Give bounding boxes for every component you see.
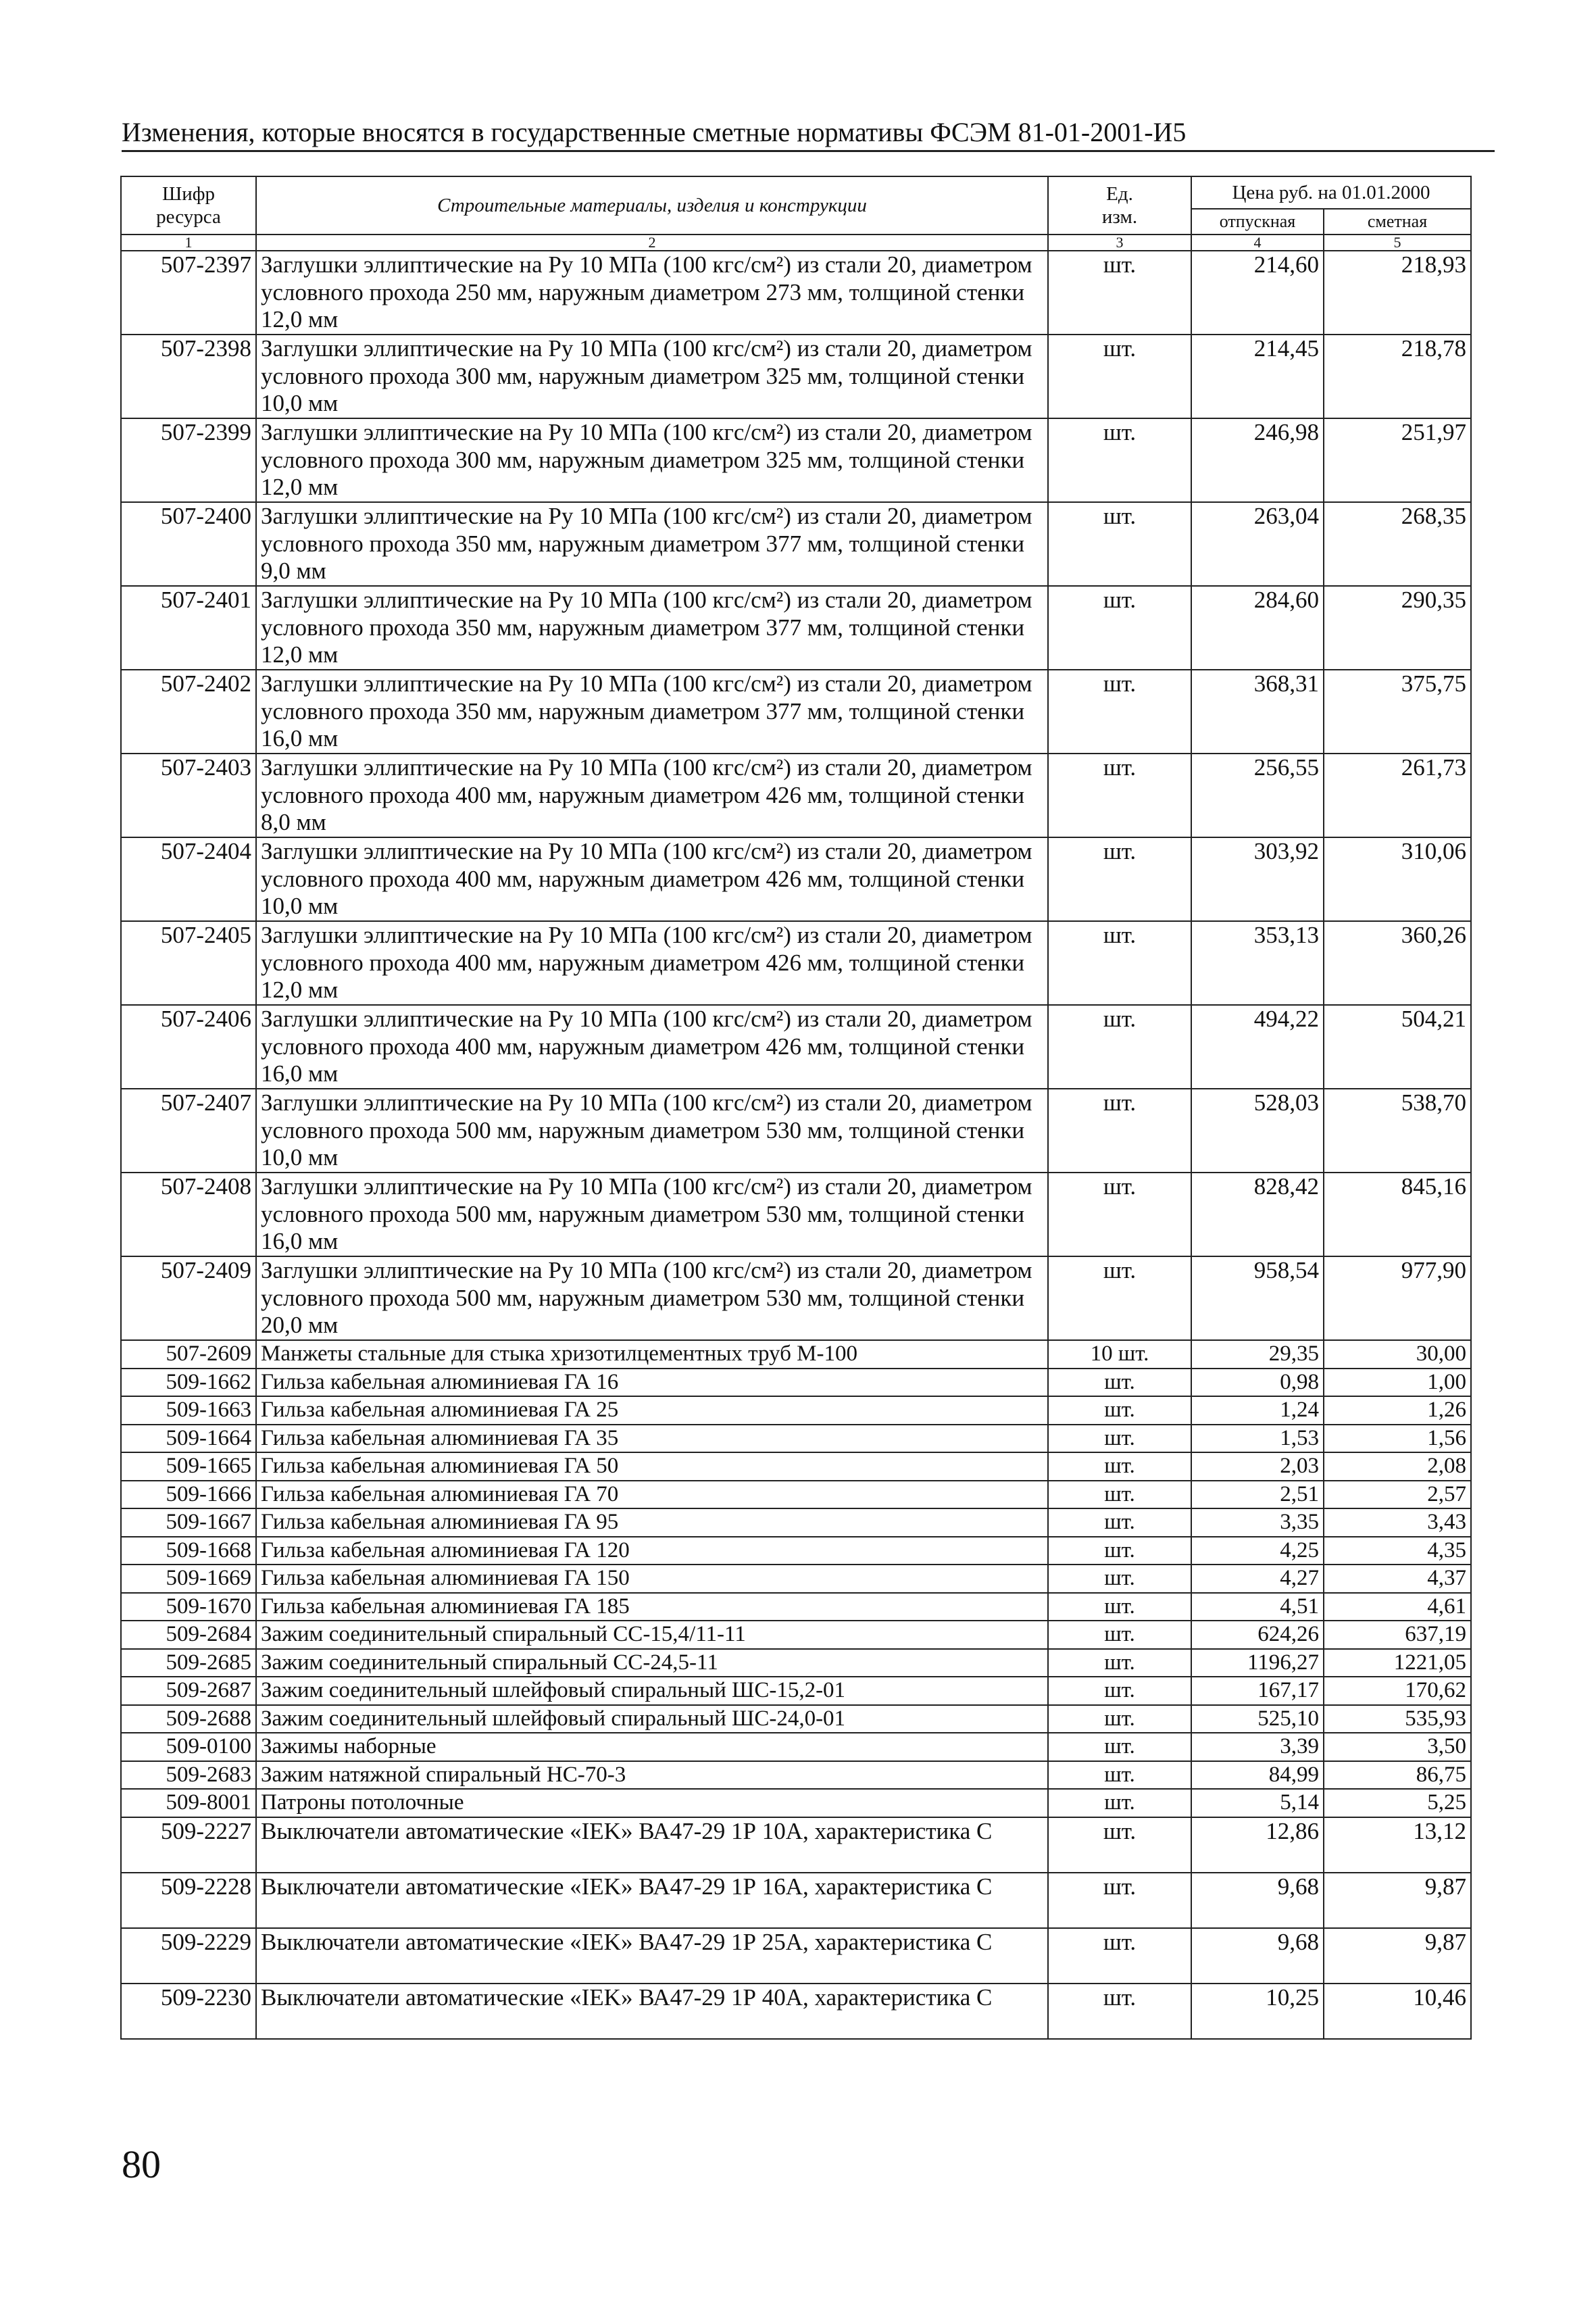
resource-code-cell: 507-2407 — [121, 1089, 256, 1173]
estimate-price-cell: 504,21 — [1324, 1005, 1471, 1089]
unit-cell: шт. — [1048, 754, 1191, 837]
material-name-cell: Заглушки эллиптические на Ру 10 МПа (100 кгс/см²) из стали 20, диаметром условного прохода 350 мм, наружным диаметром 377 мм, толщиной стенки 9,0 мм — [256, 502, 1048, 586]
release-price-cell: 284,60 — [1191, 586, 1324, 670]
resource-code-cell: 509-2685 — [121, 1649, 256, 1677]
resource-code-cell: 509-2230 — [121, 1984, 256, 2039]
unit-cell: шт. — [1048, 1005, 1191, 1089]
table-row — [121, 1005, 1471, 1089]
resource-code-cell: 507-2409 — [121, 1256, 256, 1340]
estimate-price-cell: 637,19 — [1324, 1621, 1471, 1649]
estimate-price-cell: 535,93 — [1324, 1705, 1471, 1733]
material-name-cell: Гильза кабельная алюминиевая ГА 50 — [256, 1452, 1048, 1481]
unit-cell: шт. — [1048, 1984, 1191, 2039]
column-number: 3 — [1048, 235, 1191, 251]
material-name-cell: Выключатели автоматические «IEK» ВА47-29 1Р 40А, характеристика С — [256, 1984, 1048, 2039]
table-row — [121, 921, 1471, 1005]
estimate-price-cell: 3,43 — [1324, 1508, 1471, 1537]
resource-code-cell: 507-2401 — [121, 586, 256, 670]
estimate-price-cell: 9,87 — [1324, 1928, 1471, 1984]
release-price-cell: 29,35 — [1191, 1340, 1324, 1369]
estimate-price-cell: 2,57 — [1324, 1481, 1471, 1509]
table-row — [121, 1508, 1471, 1537]
unit-cell: шт. — [1048, 837, 1191, 921]
unit-cell: шт. — [1048, 1649, 1191, 1677]
resource-code-cell: 509-0100 — [121, 1733, 256, 1761]
release-price-cell: 0,98 — [1191, 1369, 1324, 1397]
resource-code-cell: 509-1669 — [121, 1565, 256, 1593]
release-price-cell: 368,31 — [1191, 670, 1324, 754]
estimate-price-cell: 1,00 — [1324, 1369, 1471, 1397]
table-row — [121, 1256, 1471, 1340]
unit-cell: шт. — [1048, 1789, 1191, 1817]
material-name-cell: Выключатели автоматические «IEK» ВА47-29 1Р 10А, характеристика С — [256, 1817, 1048, 1873]
release-price-cell: 214,60 — [1191, 251, 1324, 335]
release-price-cell: 246,98 — [1191, 418, 1324, 502]
resource-code-cell: 509-2684 — [121, 1621, 256, 1649]
material-name-cell: Гильза кабельная алюминиевая ГА 70 — [256, 1481, 1048, 1509]
release-price-cell: 4,51 — [1191, 1593, 1324, 1621]
resource-code-cell: 509-1664 — [121, 1425, 256, 1453]
release-price-cell: 214,45 — [1191, 335, 1324, 418]
material-name-cell: Выключатели автоматические «IEK» ВА47-29 1Р 25А, характеристика С — [256, 1928, 1048, 1984]
header-price-estimate: сметная — [1324, 209, 1471, 235]
unit-cell: шт. — [1048, 335, 1191, 418]
header-rule — [122, 150, 1495, 152]
estimate-price-cell: 375,75 — [1324, 670, 1471, 754]
material-name-cell: Патроны потолочные — [256, 1789, 1048, 1817]
release-price-cell: 167,17 — [1191, 1677, 1324, 1705]
column-number: 4 — [1191, 235, 1324, 251]
release-price-cell: 528,03 — [1191, 1089, 1324, 1173]
table-row — [121, 1425, 1471, 1453]
unit-cell: шт. — [1048, 1928, 1191, 1984]
resource-code-cell: 507-2408 — [121, 1173, 256, 1256]
unit-cell: шт. — [1048, 1508, 1191, 1537]
material-name-cell: Гильза кабельная алюминиевая ГА 16 — [256, 1369, 1048, 1397]
page-header-title: Изменения, которые вносятся в государственные сметные нормативы ФСЭМ 81-01-2001-И5 — [122, 117, 1187, 147]
unit-cell: шт. — [1048, 1817, 1191, 1873]
release-price-cell: 2,51 — [1191, 1481, 1324, 1509]
material-name-cell: Гильза кабельная алюминиевая ГА 120 — [256, 1537, 1048, 1565]
release-price-cell: 84,99 — [1191, 1761, 1324, 1790]
material-name-cell: Заглушки эллиптические на Ру 10 МПа (100 кгс/см²) из стали 20, диаметром условного прохода 500 мм, наружным диаметром 530 мм, толщиной стенки 10,0 мм — [256, 1089, 1048, 1173]
material-name-cell: Зажим соединительный шлейфовый спиральный ШС-15,2-01 — [256, 1677, 1048, 1705]
estimate-price-cell: 290,35 — [1324, 586, 1471, 670]
material-name-cell: Гильза кабельная алюминиевая ГА 25 — [256, 1396, 1048, 1425]
unit-cell: шт. — [1048, 1593, 1191, 1621]
material-name-cell: Заглушки эллиптические на Ру 10 МПа (100 кгс/см²) из стали 20, диаметром условного прохода 400 мм, наружным диаметром 426 мм, толщиной стенки 12,0 мм — [256, 921, 1048, 1005]
estimate-price-cell: 261,73 — [1324, 754, 1471, 837]
material-name-cell: Заглушки эллиптические на Ру 10 МПа (100 кгс/см²) из стали 20, диаметром условного прохода 500 мм, наружным диаметром 530 мм, толщиной стенки 20,0 мм — [256, 1256, 1048, 1340]
unit-cell: шт. — [1048, 1396, 1191, 1425]
resource-code-cell: 509-2688 — [121, 1705, 256, 1733]
resource-code-cell: 507-2404 — [121, 837, 256, 921]
release-price-cell: 1,24 — [1191, 1396, 1324, 1425]
table-row — [121, 418, 1471, 502]
page-number: 80 — [122, 2142, 161, 2186]
header-unit-line2: изм. — [1101, 206, 1138, 228]
unit-cell: шт. — [1048, 670, 1191, 754]
estimate-price-cell: 2,08 — [1324, 1452, 1471, 1481]
unit-cell: шт. — [1048, 1089, 1191, 1173]
estimate-price-cell: 310,06 — [1324, 837, 1471, 921]
release-price-cell: 4,25 — [1191, 1537, 1324, 1565]
material-name-cell: Заглушки эллиптические на Ру 10 МПа (100 кгс/см²) из стали 20, диаметром условного прохода 250 мм, наружным диаметром 273 мм, толщиной стенки 12,0 мм — [256, 251, 1048, 335]
estimate-price-cell: 218,78 — [1324, 335, 1471, 418]
material-name-cell: Заглушки эллиптические на Ру 10 МПа (100 кгс/см²) из стали 20, диаметром условного прохода 350 мм, наружным диаметром 377 мм, толщиной стенки 16,0 мм — [256, 670, 1048, 754]
resource-code-cell: 507-2405 — [121, 921, 256, 1005]
resource-code-cell: 509-2687 — [121, 1677, 256, 1705]
estimate-price-cell: 538,70 — [1324, 1089, 1471, 1173]
material-name-cell: Гильза кабельная алюминиевая ГА 95 — [256, 1508, 1048, 1537]
resource-code-cell: 509-1667 — [121, 1508, 256, 1537]
header-code-line2: ресурса — [156, 206, 221, 228]
unit-cell: шт. — [1048, 1425, 1191, 1453]
table-row — [121, 1761, 1471, 1790]
estimate-price-cell: 1,56 — [1324, 1425, 1471, 1453]
unit-cell: шт. — [1048, 1256, 1191, 1340]
material-name-cell: Зажим натяжной спиральный НС-70-3 — [256, 1761, 1048, 1790]
header-price-release: отпускная — [1191, 209, 1324, 235]
unit-cell: шт. — [1048, 1761, 1191, 1790]
table-row — [121, 1649, 1471, 1677]
release-price-cell: 256,55 — [1191, 754, 1324, 837]
estimate-price-cell: 10,46 — [1324, 1984, 1471, 2039]
material-name-cell: Заглушки эллиптические на Ру 10 МПа (100 кгс/см²) из стали 20, диаметром условного прохода 400 мм, наружным диаметром 426 мм, толщиной стенки 16,0 мм — [256, 1005, 1048, 1089]
resource-code-cell: 507-2609 — [121, 1340, 256, 1369]
resource-code-cell: 509-1668 — [121, 1537, 256, 1565]
release-price-cell: 958,54 — [1191, 1256, 1324, 1340]
estimate-price-cell: 1221,05 — [1324, 1649, 1471, 1677]
estimate-price-cell: 3,50 — [1324, 1733, 1471, 1761]
table-row — [121, 251, 1471, 335]
release-price-cell: 525,10 — [1191, 1705, 1324, 1733]
material-name-cell: Заглушки эллиптические на Ру 10 МПа (100 кгс/см²) из стали 20, диаметром условного прохода 500 мм, наружным диаметром 530 мм, толщиной стенки 16,0 мм — [256, 1173, 1048, 1256]
release-price-cell: 828,42 — [1191, 1173, 1324, 1256]
estimate-price-cell: 360,26 — [1324, 921, 1471, 1005]
resource-code-cell: 509-1662 — [121, 1369, 256, 1397]
unit-cell: шт. — [1048, 921, 1191, 1005]
resource-code-cell: 507-2398 — [121, 335, 256, 418]
estimate-price-cell: 4,37 — [1324, 1565, 1471, 1593]
header-unit — [1048, 176, 1191, 235]
estimate-price-cell: 170,62 — [1324, 1677, 1471, 1705]
release-price-cell: 2,03 — [1191, 1452, 1324, 1481]
release-price-cell: 10,25 — [1191, 1984, 1324, 2039]
unit-cell: шт. — [1048, 1705, 1191, 1733]
unit-cell: шт. — [1048, 418, 1191, 502]
table-row — [121, 1593, 1471, 1621]
release-price-cell: 353,13 — [1191, 921, 1324, 1005]
table-row — [121, 1537, 1471, 1565]
table-row — [121, 754, 1471, 837]
estimate-price-cell: 268,35 — [1324, 502, 1471, 586]
table-row — [121, 1928, 1471, 1984]
release-price-cell: 5,14 — [1191, 1789, 1324, 1817]
table-row — [121, 1089, 1471, 1173]
header-price-group: Цена руб. на 01.01.2000 — [1191, 176, 1471, 209]
release-price-cell: 9,68 — [1191, 1928, 1324, 1984]
release-price-cell: 1,53 — [1191, 1425, 1324, 1453]
estimate-price-cell: 218,93 — [1324, 251, 1471, 335]
table-row — [121, 1789, 1471, 1817]
resource-code-cell: 509-2228 — [121, 1873, 256, 1928]
table-row — [121, 1396, 1471, 1425]
material-name-cell: Гильза кабельная алюминиевая ГА 150 — [256, 1565, 1048, 1593]
estimate-price-cell: 4,61 — [1324, 1593, 1471, 1621]
unit-cell: шт. — [1048, 1621, 1191, 1649]
unit-cell: шт. — [1048, 502, 1191, 586]
column-number: 2 — [256, 235, 1048, 251]
resource-code-cell: 509-1663 — [121, 1396, 256, 1425]
unit-cell: шт. — [1048, 251, 1191, 335]
table-row — [121, 502, 1471, 586]
material-name-cell: Зажимы наборные — [256, 1733, 1048, 1761]
table-row — [121, 335, 1471, 418]
material-name-cell: Гильза кабельная алюминиевая ГА 185 — [256, 1593, 1048, 1621]
unit-cell: шт. — [1048, 1481, 1191, 1509]
unit-cell: 10 шт. — [1048, 1340, 1191, 1369]
material-name-cell: Заглушки эллиптические на Ру 10 МПа (100 кгс/см²) из стали 20, диаметром условного прохода 400 мм, наружным диаметром 426 мм, толщиной стенки 10,0 мм — [256, 837, 1048, 921]
material-name-cell: Выключатели автоматические «IEK» ВА47-29 1Р 16А, характеристика С — [256, 1873, 1048, 1928]
unit-cell: шт. — [1048, 1537, 1191, 1565]
table-row — [121, 1452, 1471, 1481]
unit-cell: шт. — [1048, 1873, 1191, 1928]
material-name-cell: Заглушки эллиптические на Ру 10 МПа (100 кгс/см²) из стали 20, диаметром условного прохода 350 мм, наружным диаметром 377 мм, толщиной стенки 12,0 мм — [256, 586, 1048, 670]
table-row — [121, 1817, 1471, 1873]
table-body — [121, 251, 1471, 2039]
release-price-cell: 303,92 — [1191, 837, 1324, 921]
header-code — [121, 176, 256, 235]
material-name-cell: Зажим соединительный спиральный СС-24,5-11 — [256, 1649, 1048, 1677]
estimate-price-cell: 30,00 — [1324, 1340, 1471, 1369]
resource-code-cell: 509-2683 — [121, 1761, 256, 1790]
table-row — [121, 1733, 1471, 1761]
resource-code-cell: 507-2399 — [121, 418, 256, 502]
table-row — [121, 1340, 1471, 1369]
estimate-price-cell: 4,35 — [1324, 1537, 1471, 1565]
resource-code-cell: 509-1665 — [121, 1452, 256, 1481]
material-name-cell: Манжеты стальные для стыка хризотилцементных труб М-100 — [256, 1340, 1048, 1369]
estimate-price-cell: 86,75 — [1324, 1761, 1471, 1790]
resource-code-cell: 507-2403 — [121, 754, 256, 837]
table-row — [121, 1173, 1471, 1256]
estimate-price-cell: 977,90 — [1324, 1256, 1471, 1340]
table-row — [121, 1565, 1471, 1593]
resource-code-cell: 509-1670 — [121, 1593, 256, 1621]
column-number: 5 — [1324, 235, 1471, 251]
materials-price-table — [120, 176, 1472, 2040]
estimate-price-cell: 9,87 — [1324, 1873, 1471, 1928]
release-price-cell: 4,27 — [1191, 1565, 1324, 1593]
header-unit-line1: Ед. — [1106, 183, 1133, 205]
resource-code-cell: 507-2402 — [121, 670, 256, 754]
release-price-cell: 3,35 — [1191, 1508, 1324, 1537]
material-name-cell: Заглушки эллиптические на Ру 10 МПа (100 кгс/см²) из стали 20, диаметром условного прохода 400 мм, наружным диаметром 426 мм, толщиной стенки 8,0 мм — [256, 754, 1048, 837]
table-row — [121, 1481, 1471, 1509]
unit-cell: шт. — [1048, 1452, 1191, 1481]
resource-code-cell: 507-2397 — [121, 251, 256, 335]
table-row — [121, 1677, 1471, 1705]
material-name-cell: Зажим соединительный спиральный СС-15,4/11-11 — [256, 1621, 1048, 1649]
estimate-price-cell: 251,97 — [1324, 418, 1471, 502]
release-price-cell: 1196,27 — [1191, 1649, 1324, 1677]
unit-cell: шт. — [1048, 1173, 1191, 1256]
release-price-cell: 3,39 — [1191, 1733, 1324, 1761]
table-row — [121, 837, 1471, 921]
column-number-row — [121, 235, 1471, 251]
release-price-cell: 12,86 — [1191, 1817, 1324, 1873]
unit-cell: шт. — [1048, 1677, 1191, 1705]
header-name: Строительные материалы, изделия и конструкции — [256, 176, 1048, 235]
estimate-price-cell: 1,26 — [1324, 1396, 1471, 1425]
release-price-cell: 494,22 — [1191, 1005, 1324, 1089]
table-row — [121, 670, 1471, 754]
material-name-cell: Заглушки эллиптические на Ру 10 МПа (100 кгс/см²) из стали 20, диаметром условного прохода 300 мм, наружным диаметром 325 мм, толщиной стенки 12,0 мм — [256, 418, 1048, 502]
table-row — [121, 1984, 1471, 2039]
column-number: 1 — [121, 235, 256, 251]
table-row — [121, 1369, 1471, 1397]
header-code-line1: Шифр — [161, 183, 216, 205]
resource-code-cell: 509-1666 — [121, 1481, 256, 1509]
resource-code-cell: 509-2227 — [121, 1817, 256, 1873]
resource-code-cell: 507-2406 — [121, 1005, 256, 1089]
release-price-cell: 9,68 — [1191, 1873, 1324, 1928]
estimate-price-cell: 13,12 — [1324, 1817, 1471, 1873]
material-name-cell: Заглушки эллиптические на Ру 10 МПа (100 кгс/см²) из стали 20, диаметром условного прохода 300 мм, наружным диаметром 325 мм, толщиной стенки 10,0 мм — [256, 335, 1048, 418]
table-row — [121, 1621, 1471, 1649]
unit-cell: шт. — [1048, 586, 1191, 670]
estimate-price-cell: 5,25 — [1324, 1789, 1471, 1817]
unit-cell: шт. — [1048, 1733, 1191, 1761]
unit-cell: шт. — [1048, 1369, 1191, 1397]
table-row — [121, 1705, 1471, 1733]
material-name-cell: Гильза кабельная алюминиевая ГА 35 — [256, 1425, 1048, 1453]
unit-cell: шт. — [1048, 1565, 1191, 1593]
resource-code-cell: 509-2229 — [121, 1928, 256, 1984]
table-row — [121, 586, 1471, 670]
estimate-price-cell: 845,16 — [1324, 1173, 1471, 1256]
resource-code-cell: 509-8001 — [121, 1789, 256, 1817]
table-row — [121, 1873, 1471, 1928]
material-name-cell: Зажим соединительный шлейфовый спиральный ШС-24,0-01 — [256, 1705, 1048, 1733]
resource-code-cell: 507-2400 — [121, 502, 256, 586]
release-price-cell: 624,26 — [1191, 1621, 1324, 1649]
release-price-cell: 263,04 — [1191, 502, 1324, 586]
